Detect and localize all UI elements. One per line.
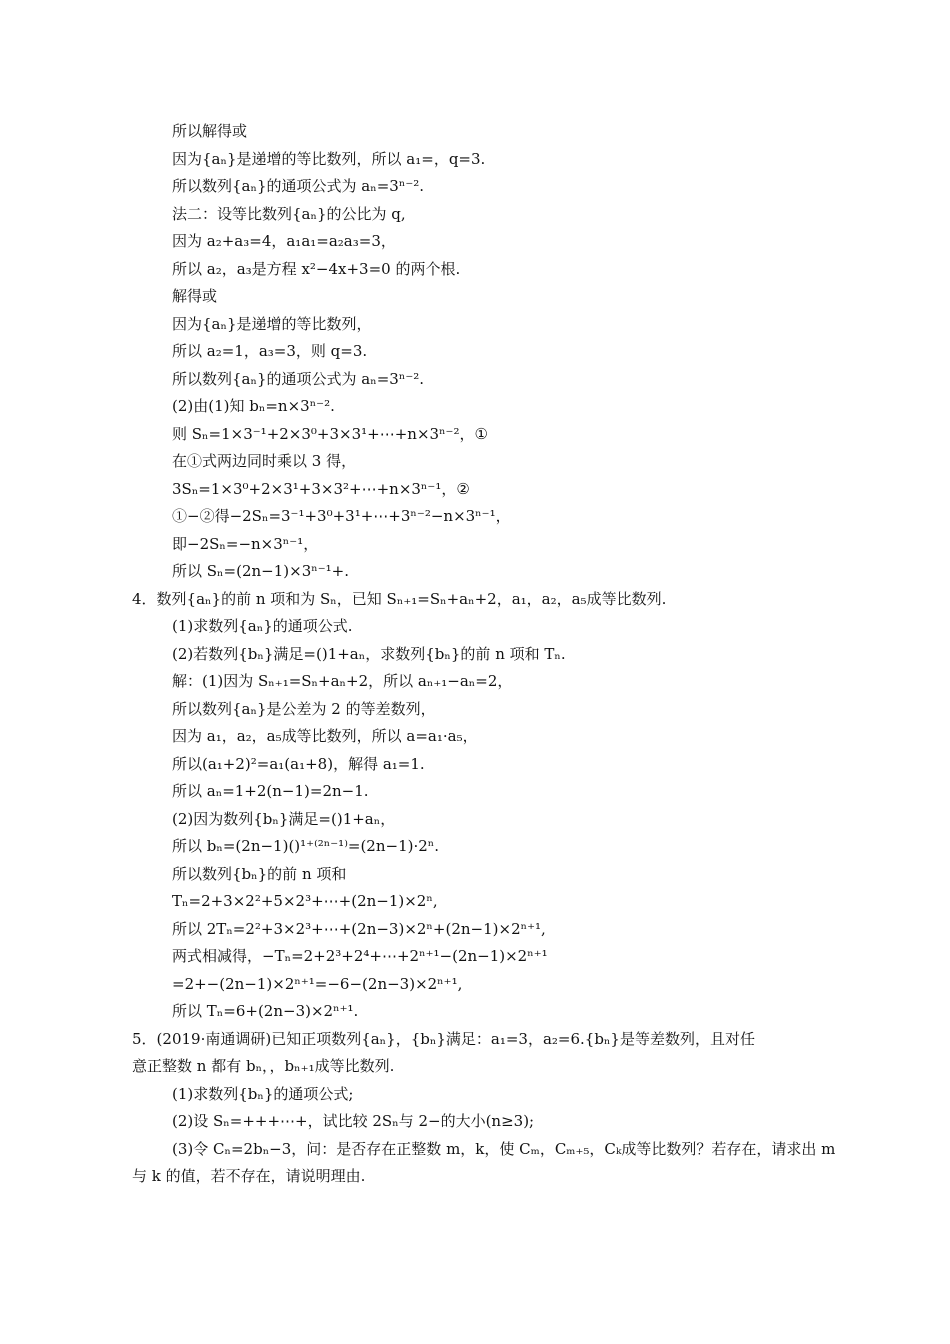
text-line: (2)由(1)知 bₙ=n×3ⁿ⁻².: [172, 397, 335, 415]
text-line: 即−2Sₙ=−n×3ⁿ⁻¹，: [172, 534, 319, 553]
text-line: 所以数列{aₙ}的通项公式为 aₙ=3ⁿ⁻².: [172, 369, 425, 388]
text-line: 所以 2Tₙ=2²+3×2³+⋯+(2n−3)×2ⁿ+(2n−1)×2ⁿ⁺¹,: [172, 919, 546, 938]
text-line: 则 Sₙ=1×3⁻¹+2×3⁰+3×3¹+⋯+n×3ⁿ⁻²，①: [172, 424, 488, 443]
text-line: 所以 Tₙ=6+(2n−3)×2ⁿ⁺¹.: [172, 1002, 359, 1020]
text-line: (2)因为数列{bₙ}满足=()1+aₙ，: [172, 809, 396, 828]
text-line: (1)求数列{aₙ}的通项公式.: [172, 617, 353, 635]
text-line: 解得或: [172, 287, 218, 305]
text-line: 所以 bₙ=(2n−1)()¹⁺⁽²ⁿ⁻¹⁾=(2n−1)·2ⁿ.: [172, 837, 440, 855]
text-line: 在①式两边同时乘以 3 得，: [172, 452, 357, 470]
text-line: 所以 Sₙ=(2n−1)×3ⁿ⁻¹+.: [172, 562, 349, 580]
problem-5-statement: 5．(2019·南通调研)已知正项数列{aₙ}，{bₙ}满足：a₁=3，a₂=6.{bₙ}是等差数列，且对任: [132, 1029, 755, 1048]
text-line: 所以 aₙ=1+2(n−1)=2n−1.: [172, 782, 369, 800]
text-line: 所以解得或: [172, 122, 248, 140]
text-line: (2)设 Sₙ=+++⋯+，试比较 2Sₙ与 2−的大小(n≥3);: [172, 1112, 535, 1130]
text-line: 所以 a₂=1，a₃=3，则 q=3.: [172, 342, 368, 360]
text-line: 所以数列{aₙ}的通项公式为 aₙ=3ⁿ⁻².: [172, 177, 425, 195]
text-line: 法二：设等比数列{aₙ}的公比为 q,: [172, 204, 406, 223]
text-line: 所以数列{aₙ}是公差为 2 的等差数列，: [172, 699, 436, 718]
text-line: 所以 a₂，a₃是方程 x²−4x+3=0 的两个根.: [172, 259, 461, 278]
text-line: 两式相减得，−Tₙ=2+2³+2⁴+⋯+2ⁿ⁺¹−(2n−1)×2ⁿ⁺¹: [172, 947, 548, 965]
problem-5-statement-cont: 意正整数 n 都有 bₙ，，bₙ₊₁成等比数列.: [132, 1057, 395, 1075]
text-line: 因为{aₙ}是递增的等比数列，: [172, 314, 372, 333]
text-line: Tₙ=2+3×2²+5×2³+⋯+(2n−1)×2ⁿ,: [172, 892, 438, 910]
text-line: (1)求数列{bₙ}的通项公式;: [172, 1084, 354, 1103]
text-line: (3)令 Cₙ=2bₙ−3，问：是否存在正整数 m，k，使 Cₘ，Cₘ₊₅，Cₖ成等比数列？若存在，请求出 m: [172, 1139, 836, 1158]
text-line: 因为 a₁，a₂，a₅成等比数列，所以 a=a₁·a₅，: [172, 727, 478, 745]
text-line: =2+−(2n−1)×2ⁿ⁺¹=−6−(2n−3)×2ⁿ⁺¹,: [172, 974, 463, 993]
text-line: 所以(a₁+2)²=a₁(a₁+8)，解得 a₁=1.: [172, 754, 425, 773]
text-line: 3Sₙ=1×3⁰+2×3¹+3×3²+⋯+n×3ⁿ⁻¹，②: [172, 479, 470, 498]
text-line: 与 k 的值，若不存在，请说明理由.: [132, 1167, 366, 1185]
text-line: 因为{aₙ}是递增的等比数列，所以 a₁=，q=3.: [172, 149, 486, 168]
text-line: (2)若数列{bₙ}满足=()1+aₙ，求数列{bₙ}的前 n 项和 Tₙ.: [172, 644, 566, 663]
document-body: [0, 118, 950, 1191]
text-line: 因为 a₂+a₃=4，a₁a₁=a₂a₃=3，: [172, 232, 396, 250]
text-line: ①−②得−2Sₙ=3⁻¹+3⁰+3¹+⋯+3ⁿ⁻²−n×3ⁿ⁻¹，: [172, 507, 511, 525]
text-line: 所以数列{bₙ}的前 n 项和: [172, 864, 347, 883]
text-line: 解：(1)因为 Sₙ₊₁=Sₙ+aₙ+2，所以 aₙ₊₁−aₙ=2，: [172, 672, 513, 690]
problem-4-statement: 4．数列{aₙ}的前 n 项和为 Sₙ，已知 Sₙ₊₁=Sₙ+aₙ+2，a₁，a₂，a₅成等比数列.: [132, 589, 667, 608]
